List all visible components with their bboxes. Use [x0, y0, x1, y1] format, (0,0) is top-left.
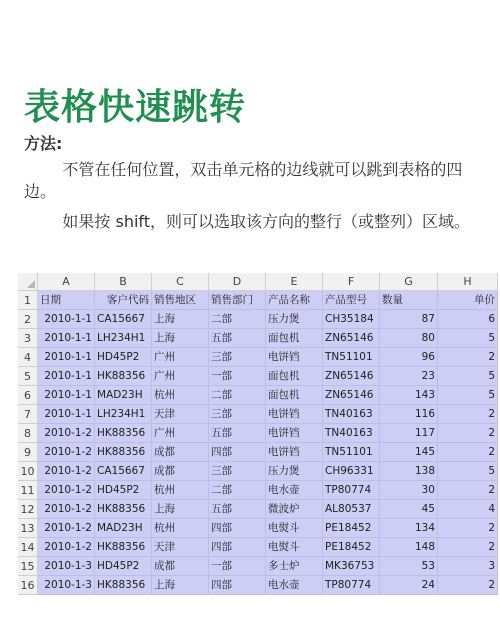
row-header-15[interactable]: 15 [18, 557, 38, 576]
row-header-6[interactable]: 6 [18, 386, 38, 405]
table-cell[interactable]: LH234H1 [95, 405, 152, 424]
table-cell[interactable]: 电饼铛 [266, 348, 323, 367]
column-header-a[interactable]: A [38, 273, 95, 291]
table-header-cell[interactable]: 销售地区 [152, 291, 209, 310]
table-cell[interactable]: ZN65146 [323, 386, 380, 405]
table-header-cell[interactable]: 产品名称 [266, 291, 323, 310]
table-cell[interactable]: 三部 [209, 462, 266, 481]
table-cell[interactable]: 2 [438, 538, 498, 557]
table-cell[interactable]: HD45P2 [95, 481, 152, 500]
table-cell[interactable]: 4 [438, 500, 498, 519]
table-cell[interactable]: HD45P2 [95, 348, 152, 367]
table-cell[interactable]: 电饼铛 [266, 424, 323, 443]
table-cell[interactable]: 上海 [152, 329, 209, 348]
table-cell[interactable]: 电熨斗 [266, 519, 323, 538]
table-cell[interactable]: TP80774 [323, 576, 380, 595]
table-cell[interactable]: 微波炉 [266, 500, 323, 519]
table-cell[interactable]: 四部 [209, 576, 266, 595]
table-cell[interactable]: MAD23H [95, 519, 152, 538]
table-cell[interactable]: CA15667 [95, 462, 152, 481]
table-cell[interactable]: 上海 [152, 500, 209, 519]
row-header-8[interactable]: 8 [18, 424, 38, 443]
select-all-corner[interactable] [18, 273, 38, 291]
table-cell[interactable]: LH234H1 [95, 329, 152, 348]
table-cell[interactable]: 2 [438, 481, 498, 500]
row-header-12[interactable]: 12 [18, 500, 38, 519]
table-cell[interactable]: 电水壶 [266, 576, 323, 595]
paragraph-1: 不管在任何位置，双击单元格的边线就可以跳到表格的四边。 [24, 160, 463, 201]
table-cell[interactable]: 145 [380, 443, 438, 462]
table-cell[interactable]: 45 [380, 500, 438, 519]
column-header-b[interactable]: B [95, 273, 152, 291]
table-cell[interactable]: HK88356 [95, 443, 152, 462]
row-header-16[interactable]: 16 [18, 576, 38, 595]
table-cell[interactable]: 多士炉 [266, 557, 323, 576]
table-cell[interactable]: 四部 [209, 519, 266, 538]
table-cell[interactable]: TN51101 [323, 443, 380, 462]
table-cell[interactable]: 87 [380, 310, 438, 329]
table-cell[interactable]: TN40163 [323, 405, 380, 424]
column-header-g[interactable]: G [380, 273, 438, 291]
table-cell[interactable]: 成都 [152, 557, 209, 576]
table-cell[interactable]: HK88356 [95, 538, 152, 557]
table-cell[interactable]: 30 [380, 481, 438, 500]
table-cell[interactable]: 电熨斗 [266, 538, 323, 557]
table-cell[interactable]: 五部 [209, 424, 266, 443]
table-cell[interactable]: 天津 [152, 538, 209, 557]
table-cell[interactable]: 五部 [209, 500, 266, 519]
table-cell[interactable]: 2010-1-1 [38, 348, 95, 367]
table-cell[interactable]: 23 [380, 367, 438, 386]
table-cell[interactable]: 三部 [209, 348, 266, 367]
table-cell[interactable]: 电饼铛 [266, 443, 323, 462]
table-header-cell[interactable]: 日期 [38, 291, 95, 310]
table-cell[interactable]: 2010-1-2 [38, 519, 95, 538]
table-cell[interactable]: AL80537 [323, 500, 380, 519]
row-header-13[interactable]: 13 [18, 519, 38, 538]
table-cell[interactable]: ZN65146 [323, 329, 380, 348]
table-cell[interactable]: 杭州 [152, 519, 209, 538]
table-cell[interactable]: TN51101 [323, 348, 380, 367]
table-cell[interactable]: PE18452 [323, 519, 380, 538]
table-cell[interactable]: 广州 [152, 424, 209, 443]
table-cell[interactable]: 148 [380, 538, 438, 557]
row-header-3[interactable]: 3 [18, 329, 38, 348]
table-cell[interactable]: 三部 [209, 405, 266, 424]
table-cell[interactable]: 2 [438, 519, 498, 538]
table-cell[interactable]: 电水壶 [266, 481, 323, 500]
table-cell[interactable]: 成都 [152, 462, 209, 481]
table-cell[interactable]: 5 [438, 462, 498, 481]
paragraph-2: 如果按 shift，则可以选取该方向的整行（或整列）区域。 [62, 212, 471, 231]
table-cell[interactable]: 2010-1-2 [38, 462, 95, 481]
table-cell[interactable]: 117 [380, 424, 438, 443]
row-header-5[interactable]: 5 [18, 367, 38, 386]
table-cell[interactable]: 广州 [152, 348, 209, 367]
row-header-10[interactable]: 10 [18, 462, 38, 481]
row-header-9[interactable]: 9 [18, 443, 38, 462]
table-cell[interactable]: MAD23H [95, 386, 152, 405]
table-cell[interactable]: HD45P2 [95, 557, 152, 576]
table-cell[interactable]: 上海 [152, 310, 209, 329]
column-header-e[interactable]: E [266, 273, 323, 291]
table-cell[interactable]: 2010-1-3 [38, 557, 95, 576]
table-cell[interactable]: HK88356 [95, 576, 152, 595]
table-cell[interactable]: 杭州 [152, 481, 209, 500]
table-cell[interactable]: 134 [380, 519, 438, 538]
table-cell[interactable]: 80 [380, 329, 438, 348]
table-cell[interactable]: 2010-1-1 [38, 367, 95, 386]
table-cell[interactable]: 3 [438, 557, 498, 576]
table-cell[interactable]: TP80774 [323, 481, 380, 500]
table-cell[interactable]: 五部 [209, 329, 266, 348]
spreadsheet [18, 273, 500, 603]
row-header-14[interactable]: 14 [18, 538, 38, 557]
table-cell[interactable]: HK88356 [95, 367, 152, 386]
table-cell[interactable]: HK88356 [95, 500, 152, 519]
column-header-c[interactable]: C [152, 273, 209, 291]
table-header-cell[interactable]: 产品型号 [323, 291, 380, 310]
table-cell[interactable]: 2010-1-1 [38, 329, 95, 348]
table-cell[interactable]: 二部 [209, 310, 266, 329]
table-cell[interactable]: 96 [380, 348, 438, 367]
table-cell[interactable]: 压力煲 [266, 462, 323, 481]
table-cell[interactable]: 2010-1-2 [38, 538, 95, 557]
table-cell[interactable]: 116 [380, 405, 438, 424]
table-cell[interactable]: 2010-1-2 [38, 424, 95, 443]
table-cell[interactable]: 一部 [209, 557, 266, 576]
table-header-cell[interactable]: 单价 [438, 291, 498, 310]
page-title: 表格快速跳转 [24, 87, 247, 128]
row-header-1[interactable]: 1 [18, 291, 38, 310]
table-cell[interactable]: ZN65146 [323, 367, 380, 386]
table-cell[interactable]: 6 [438, 310, 498, 329]
table-cell[interactable]: 5 [438, 367, 498, 386]
table-cell[interactable]: 一部 [209, 367, 266, 386]
table-cell[interactable]: 2010-1-2 [38, 500, 95, 519]
table-cell[interactable]: 24 [380, 576, 438, 595]
table-cell[interactable]: 二部 [209, 386, 266, 405]
table-header-cell[interactable]: 数量 [380, 291, 438, 310]
table-cell[interactable]: 面包机 [266, 386, 323, 405]
table-cell[interactable]: 天津 [152, 405, 209, 424]
table-cell[interactable]: 电饼铛 [266, 405, 323, 424]
table-cell[interactable]: 138 [380, 462, 438, 481]
table-cell[interactable]: 2 [438, 443, 498, 462]
table-cell[interactable]: 53 [380, 557, 438, 576]
table-cell[interactable]: PE18452 [323, 538, 380, 557]
table-cell[interactable]: 上海 [152, 576, 209, 595]
table-cell[interactable]: 压力煲 [266, 310, 323, 329]
table-cell[interactable]: 5 [438, 329, 498, 348]
table-cell[interactable]: 2010-1-1 [38, 386, 95, 405]
table-cell[interactable]: 2010-1-1 [38, 310, 95, 329]
table-cell[interactable]: CH96331 [323, 462, 380, 481]
row-header-4[interactable]: 4 [18, 348, 38, 367]
table-cell[interactable]: 2010-1-2 [38, 443, 95, 462]
method-label: 方法: [24, 134, 63, 153]
table-cell[interactable]: TN40163 [323, 424, 380, 443]
table-cell[interactable]: 二部 [209, 481, 266, 500]
table-header-cell[interactable]: 销售部门 [209, 291, 266, 310]
table-cell[interactable]: 成都 [152, 443, 209, 462]
table-cell[interactable]: 5 [438, 386, 498, 405]
table-cell[interactable]: 2010-1-2 [38, 481, 95, 500]
table-cell[interactable]: CH35184 [323, 310, 380, 329]
table-cell[interactable]: 2 [438, 424, 498, 443]
table-cell[interactable]: 143 [380, 386, 438, 405]
column-header-h[interactable]: H [438, 273, 498, 291]
row-header-7[interactable]: 7 [18, 405, 38, 424]
table-cell[interactable]: 四部 [209, 538, 266, 557]
table-cell[interactable]: 广州 [152, 367, 209, 386]
table-header-cell[interactable]: 客户代码 [95, 291, 152, 310]
table-cell[interactable]: 2 [438, 348, 498, 367]
table-cell[interactable]: 2 [438, 576, 498, 595]
table-cell[interactable]: 2010-1-1 [38, 405, 95, 424]
row-header-11[interactable]: 11 [18, 481, 38, 500]
column-header-f[interactable]: F [323, 273, 380, 291]
table-cell[interactable]: HK88356 [95, 424, 152, 443]
table-cell[interactable]: CA15667 [95, 310, 152, 329]
table-cell[interactable]: 四部 [209, 443, 266, 462]
row-header-2[interactable]: 2 [18, 310, 38, 329]
table-cell[interactable]: 杭州 [152, 386, 209, 405]
table-cell[interactable]: MK36753 [323, 557, 380, 576]
column-header-d[interactable]: D [209, 273, 266, 291]
table-cell[interactable]: 面包机 [266, 329, 323, 348]
table-cell[interactable]: 2 [438, 405, 498, 424]
table-cell[interactable]: 面包机 [266, 367, 323, 386]
table-cell[interactable]: 2010-1-3 [38, 576, 95, 595]
